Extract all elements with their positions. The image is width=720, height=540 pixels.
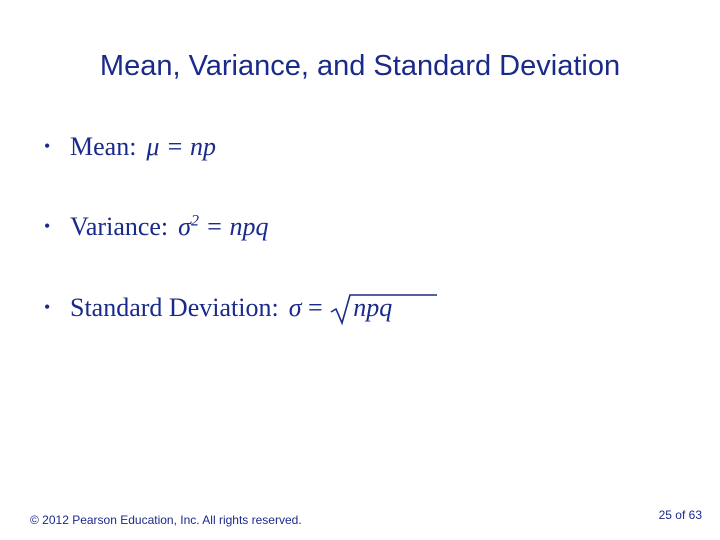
footer-copyright: © 2012 Pearson Education, Inc. All rights reserved. bbox=[30, 513, 302, 527]
variance-label: Variance: bbox=[70, 212, 169, 241]
square-root-icon bbox=[329, 293, 439, 327]
std-label: Standard Deviation: bbox=[70, 293, 279, 322]
std-radicand: npq bbox=[353, 293, 393, 322]
variance-formula bbox=[178, 212, 268, 242]
bullet-dot-icon: • bbox=[44, 136, 51, 156]
bullet-standard-deviation bbox=[44, 293, 392, 327]
bullet-dot-icon: • bbox=[44, 297, 51, 317]
variance-exponent: 2 bbox=[191, 212, 199, 230]
bullet-dot-icon: • bbox=[44, 216, 51, 236]
mean-formula: μ = np bbox=[146, 132, 217, 161]
std-sigma: σ bbox=[288, 293, 302, 322]
mean-label: Mean: bbox=[70, 132, 137, 161]
bullet-mean bbox=[44, 132, 216, 162]
sqrt-expression bbox=[329, 293, 392, 327]
variance-sigma: σ bbox=[178, 212, 191, 241]
variance-rhs: = npq bbox=[199, 212, 269, 241]
std-equals: = bbox=[301, 293, 330, 322]
page-indicator: 25 of 63 bbox=[658, 508, 702, 522]
slide-title: Mean, Variance, and Standard Deviation bbox=[99, 50, 621, 82]
bullet-variance bbox=[44, 212, 269, 242]
std-formula bbox=[289, 293, 393, 327]
